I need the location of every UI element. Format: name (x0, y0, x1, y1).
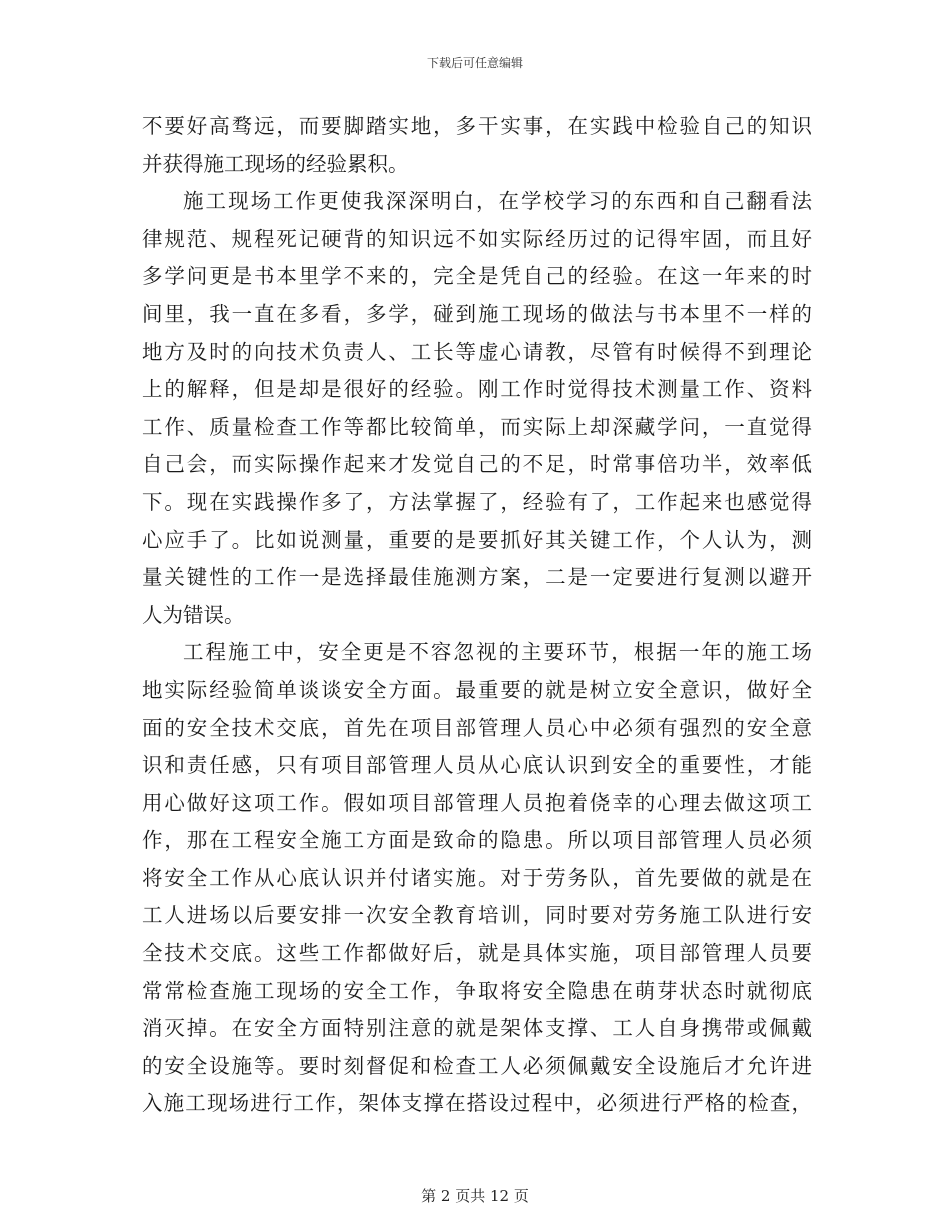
text-line: 心应手了。比如说测量，重要的是要抓好其关键工作，个人认为，测 (142, 527, 812, 552)
document-body (142, 108, 812, 1123)
text-line: 上的解释，但是却是很好的经验。刚工作时觉得技术测量工作、资料 (142, 377, 812, 402)
text-line: 作，那在工程安全施工方面是致命的隐患。所以项目部管理人员必须 (142, 828, 812, 853)
text-line: 地实际经验简单谈谈安全方面。最重要的就是树立安全意识，做好全 (142, 677, 812, 702)
text-line: 多学问更是书本里学不来的，完全是凭自己的经验。在这一年来的时 (142, 264, 812, 289)
text-line: 将安全工作从心底认识并付诸实施。对于劳务队，首先要做的就是在 (142, 865, 812, 890)
paragraph (142, 634, 812, 1123)
text-line: 律规范、规程死记硬背的知识远不如实际经历过的记得牢固，而且好 (142, 226, 812, 251)
text-line: 不要好高骛远，而要脚踏实地，多干实事，在实践中检验自己的知识 (142, 114, 812, 138)
paragraph (142, 108, 812, 183)
text-line: 工程施工中，安全更是不容忽视的主要环节，根据一年的施工场 (183, 640, 812, 665)
text-line: 面的安全技术交底，首先在项目部管理人员心中必须有强烈的安全意 (142, 715, 812, 740)
text-line: 人为错误。 (142, 602, 245, 627)
text-line: 工人进场以后要安排一次安全教育培训，同时要对劳务施工队进行安 (142, 903, 812, 928)
text-line: 常常检查施工现场的安全工作，争取将安全隐患在萌芽状态时就彻底 (142, 978, 812, 1003)
text-line: 施工现场工作更使我深深明白，在学校学习的东西和自己翻看法 (183, 189, 812, 214)
paragraph (142, 183, 812, 634)
text-line: 工作、质量检查工作等都比较简单，而实际上却深藏学问，一直觉得 (142, 414, 812, 439)
page-number: 第 2 页共 12 页 (421, 1187, 529, 1205)
text-line: 消灭掉。在安全方面特别注意的就是架体支撑、工人自身携带或佩戴 (142, 1016, 812, 1041)
text-line: 下。现在实践操作多了，方法掌握了，经验有了，工作起来也感觉得 (142, 489, 812, 514)
text-line: 地方及时的向技术负责人、工长等虚心请教，尽管有时候得不到理论 (142, 339, 812, 364)
text-line: 并获得施工现场的经验累积。 (142, 151, 409, 176)
text-line: 入施工现场进行工作，架体支撑在搭设过程中，必须进行严格的检查， (142, 1091, 812, 1116)
text-line: 的安全设施等。要时刻督促和检查工人必须佩戴安全设施后才允许进 (142, 1053, 812, 1078)
text-line: 用心做好这项工作。假如项目部管理人员抱着侥幸的心理去做这项工 (142, 790, 812, 815)
page-header: 下载后可任意编辑 (426, 56, 523, 70)
text-line: 识和责任感，只有项目部管理人员从心底认识到安全的重要性，才能 (142, 753, 812, 778)
text-line: 量关键性的工作一是选择最佳施测方案，二是一定要进行复测以避开 (142, 565, 812, 590)
text-line: 间里，我一直在多看，多学，碰到施工现场的做法与书本里不一样的 (142, 301, 812, 326)
text-line: 自己会，而实际操作起来才发觉自己的不足，时常事倍功半，效率低 (142, 452, 812, 477)
text-line: 全技术交底。这些工作都做好后，就是具体实施，项目部管理人员要 (142, 941, 812, 966)
